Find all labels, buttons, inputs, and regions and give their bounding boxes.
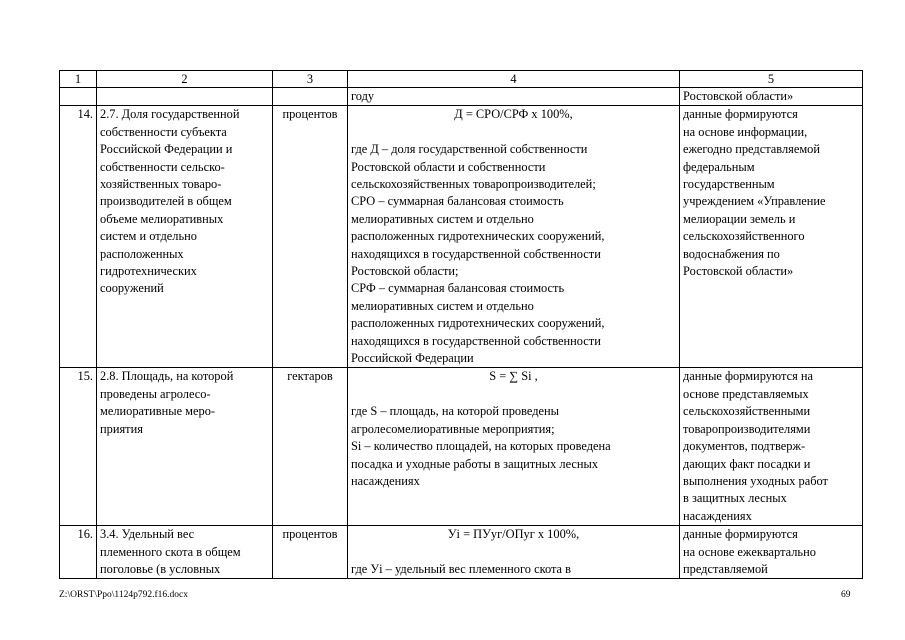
header-row: [60, 71, 863, 88]
header-col-4: 4: [348, 71, 680, 88]
header-col-1: 1: [60, 71, 97, 88]
table-row: [60, 106, 863, 368]
footer-page-number: 69: [841, 590, 851, 600]
calculation-method: S = ∑ Si , где S – площадь, на которой проведены агролесомелиоративные мероприятия; Si – количество площадей, на которых проведена посадка и уходные работы в защитных лесных насаждениях: [348, 368, 680, 526]
footer-file-path: Z:\ORST\Ppo\1124p792.f16.docx: [59, 590, 188, 600]
calculation-method: Д = СРО/СРФ х 100%, где Д – доля государственной собственности Ростовской области и собственности сельскохозяйственных товаропроизводителей; СРО – суммарная балансовая стоимость мелиоративных систем и отдельно расположенных гидротехнических сооружений, находящихся в государственной собственности Ростовской области; СРФ – суммарная балансовая стоимость мелиоративных систем и отдельно расположенных гидротехнических сооружений, находящихся в государственной собственности Российской Федерации: [348, 106, 680, 368]
formula: S = ∑ Si ,: [489, 369, 538, 384]
header-col-5: 5: [680, 71, 863, 88]
indicator-name: 2.7. Доля государственной собственности субъекта Российской Федерации и собственности сельско- хозяйственных товаро- производителей в общем объеме мелиоративных систем и отдельно расположенных гидротехнических сооружений: [97, 106, 273, 368]
indicator-name: 2.8. Площадь, на которой проведены агролесо- мелиоративные меро- приятия: [97, 368, 273, 526]
indicators-table: [59, 70, 863, 579]
continuation-row: [60, 88, 863, 106]
row-number: 15.: [60, 368, 97, 526]
row-number: 16.: [60, 526, 97, 579]
header-col-2: 2: [97, 71, 273, 88]
data-source: данные формируются на основе представляемых сельскохозяйственными товаропроизводителями документов, подтверж- дающих факт посадки и выполнения уходных работ в защитных лесных насаждениях: [680, 368, 863, 526]
formula: Д = СРО/СРФ х 100%,: [454, 107, 573, 122]
unit-of-measure: процентов: [273, 526, 348, 579]
formula: Уi = ПУуг/ОПуг х 100%,: [447, 527, 580, 542]
continuation-source: Ростовской области»: [680, 88, 863, 106]
unit-of-measure: гектаров: [273, 368, 348, 526]
data-source: данные формируются на основе ежеквартально представляемой: [680, 526, 863, 579]
continuation-calculation: году: [348, 88, 680, 106]
row-number: 14.: [60, 106, 97, 368]
table-row: [60, 526, 863, 579]
calculation-method: Уi = ПУуг/ОПуг х 100%, где Уi – удельный вес племенного скота в: [348, 526, 680, 579]
unit-of-measure: процентов: [273, 106, 348, 368]
data-source: данные формируются на основе информации, ежегодно представляемой федеральным государственным учреждением «Управление мелиорации земель и сельскохозяйственного водоснабжения по Ростовской области»: [680, 106, 863, 368]
table-row: [60, 368, 863, 526]
indicator-name: 3.4. Удельный вес племенного скота в общем поголовье (в условных: [97, 526, 273, 579]
header-col-3: 3: [273, 71, 348, 88]
